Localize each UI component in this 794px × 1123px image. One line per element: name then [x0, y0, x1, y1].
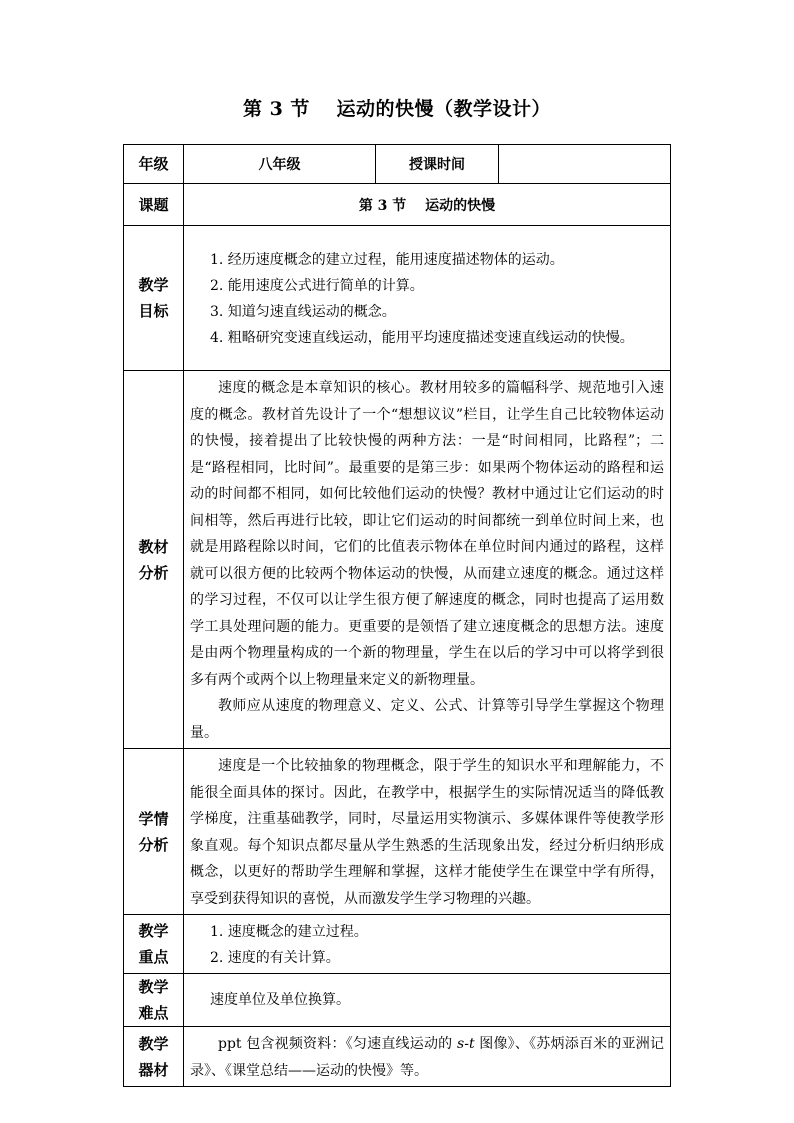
teaching-time-value[interactable]: [499, 145, 671, 184]
student-analysis-label-line1: 学情: [138, 809, 169, 828]
key-points-label: [124, 915, 184, 974]
teaching-time-label: 授课时间: [376, 145, 499, 184]
key-points-list: [184, 915, 671, 974]
key-point-item: 2. 速度的有关计算。: [210, 950, 340, 966]
material-analysis-label: [124, 371, 184, 749]
student-analysis-label: [124, 749, 184, 915]
key-points-row: [124, 915, 671, 974]
equipment-text: [184, 1027, 671, 1087]
material-analysis-paragraph: 速度的概念是本章知识的核心。教材用较多的篇幅科学、规范地引入速度的概念。教材首先设计了一个“想想议议”栏目，让学生自己比较物体运动的快慢，接着提出了比较快慢的两种方法：一是“时间相同，比路程”；二是“路程相同，比时间”。最重要的是第三步：如果两个物体运动的路程和运动的时间都不相同，如何比较他们运动的快慢？教材中通过让它们运动的时间相等，然后再进行比较，即让它们运动的时间都统一到单位时间上来，也就是用路程除以时间，它们的比值表示物体在单位时间内通过的路程，这样就可以很方便的比较两个物体运动的快慢，从而建立速度的概念。通过这样的学习过程，不仅可以让学生很方便了解速度的概念，同时也提高了运用数学工具处理问题的能力。更重要的是领悟了建立速度概念的思想方法。速度是由两个物理量构成的一个新的物理量，学生在以后的学习中可以将学到很多有两个或两个以上物理量来定义的新物理量。: [190, 380, 664, 688]
material-analysis-text: [184, 371, 671, 749]
topic-row: [124, 184, 671, 226]
equipment-label: [124, 1027, 184, 1087]
goal-item: 2. 能用速度公式进行简单的计算。: [210, 278, 424, 294]
student-analysis-label-line2: 分析: [138, 835, 169, 854]
equipment-text-after: 图像》、《苏炳添百米的亚洲记录》、《课堂总结——运动的快慢》等。: [190, 1036, 664, 1079]
lesson-plan-table: [123, 144, 671, 1087]
equipment-label-line1: 教学: [138, 1034, 169, 1053]
equipment-text-before: ppt 包含视频资料：《匀速直线运动的: [218, 1036, 458, 1052]
difficulties-label: [124, 974, 184, 1027]
goals-label-line2: 目标: [138, 302, 169, 320]
difficulties-label-line2: 难点: [138, 1004, 169, 1022]
student-analysis-text: [184, 749, 671, 915]
goals-label: [124, 226, 184, 371]
equipment-paragraph: [190, 1031, 664, 1084]
difficulties-label-line1: 教学: [138, 978, 169, 996]
key-point-item: 1. 速度概念的建立过程。: [210, 924, 368, 940]
goal-item: 1. 经历速度概念的建立过程，能用速度描述物体的运动。: [210, 252, 564, 268]
topic-value: 第 3 节 运动的快慢: [184, 184, 671, 226]
equipment-label-line2: 器材: [138, 1060, 169, 1079]
goal-item: 3. 知道匀速直线运动的概念。: [210, 304, 396, 320]
student-analysis-row: [124, 749, 671, 915]
page-title: 第 3 节 运动的快慢（教学设计）: [242, 98, 552, 120]
material-analysis-label-line1: 教材: [138, 537, 169, 556]
grade-label: 年级: [124, 145, 184, 184]
goals-row: [124, 226, 671, 371]
goals-label-line1: 教学: [138, 276, 169, 294]
material-analysis-paragraph: 教师应从速度的物理意义、定义、公式、计算等引导学生掌握这个物理量。: [190, 698, 664, 741]
difficulties-text: 速度单位及单位换算。: [184, 974, 671, 1027]
st-graph-symbol: s-t: [457, 1036, 475, 1052]
goal-item: 4. 粗略研究变速直线运动，能用平均速度描述变速直线运动的快慢。: [210, 330, 634, 346]
header-row: [124, 145, 671, 184]
equipment-row: [124, 1027, 671, 1087]
topic-label: 课题: [124, 184, 184, 226]
material-analysis-row: [124, 371, 671, 749]
key-points-label-line2: 重点: [138, 948, 169, 966]
student-analysis-paragraph: 速度是一个比较抽象的物理概念，限于学生的知识水平和理解能力，不能很全面具体的探讨。因此，在教学中，根据学生的实际情况适当的降低教学梯度，注重基础教学，同时，尽量运用实物演示、多媒体课件等使教学形象直观。每个知识点都尽量从学生熟悉的生活现象出发，经过分析归纳形成概念，以更好的帮助学生理解和掌握，这样才能使学生在课堂中学有所得，享受到获得知识的喜悦，从而激发学生学习物理的兴趣。: [190, 758, 664, 907]
goals-list: [184, 226, 671, 371]
key-points-label-line1: 教学: [138, 922, 169, 940]
difficulties-row: [124, 974, 671, 1027]
grade-value: 八年级: [184, 145, 376, 184]
material-analysis-label-line2: 分析: [138, 563, 169, 582]
